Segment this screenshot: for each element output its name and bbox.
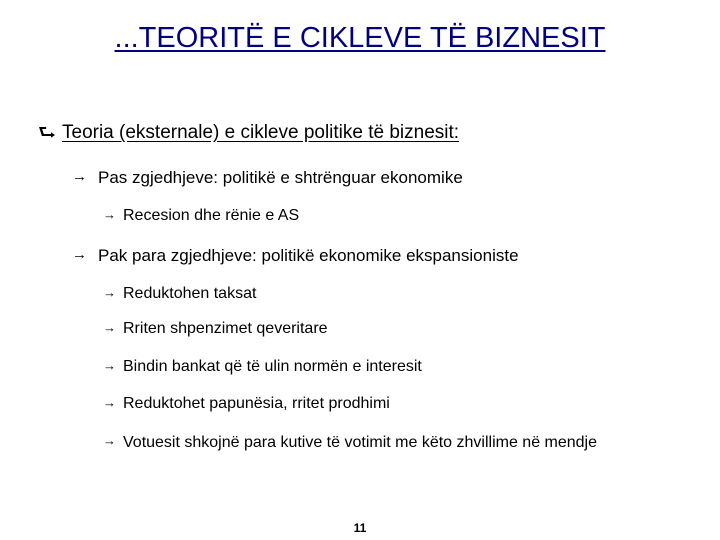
list-item [103, 433, 683, 452]
rounded-arrow-icon: ⮑ [38, 122, 56, 144]
sub-bullet-text: Pas zgjedhjeve: politikë e shtrënguar ekonomike [98, 168, 463, 187]
main-bullet [38, 122, 459, 144]
list-item-text: Rriten shpenzimet qeveritare [123, 320, 328, 337]
arrow-icon: → [103, 320, 116, 335]
slide-title: ...TEORITË E CIKLEVE TË BIZNESIT [114, 22, 606, 54]
list-item-text: Bindin bankat që të ulin normën e interesit [123, 358, 422, 375]
main-bullet-text: Teoria (eksternale) e cikleve politike të biznesit: [62, 122, 460, 143]
list-item-text: Votuesit shkojnë para kutive të votimit me këto zhvillime në mendje [123, 434, 598, 451]
list-item-text: Reduktohen taksat [123, 285, 257, 302]
list-item [103, 395, 390, 413]
list-item-text: Recesion dhe rënie e AS [123, 207, 300, 224]
arrow-icon: → [103, 395, 116, 410]
list-item-text: Reduktohet papunësia, rritet prodhimi [123, 395, 390, 412]
arrow-icon: → [103, 433, 116, 448]
list-item [103, 207, 299, 225]
list-item [103, 285, 256, 303]
page-number: 11 [353, 521, 367, 535]
arrow-icon: → [72, 168, 87, 185]
arrow-icon: → [72, 246, 87, 263]
list-item [103, 320, 328, 338]
arrow-icon: → [103, 358, 116, 373]
sub-bullet [72, 168, 463, 188]
sub-bullet-text: Pak para zgjedhjeve: politikë ekonomike ekspansioniste [98, 246, 519, 265]
arrow-icon: → [103, 207, 116, 222]
list-item [103, 358, 422, 376]
arrow-icon: → [103, 285, 116, 300]
sub-bullet [72, 246, 519, 266]
